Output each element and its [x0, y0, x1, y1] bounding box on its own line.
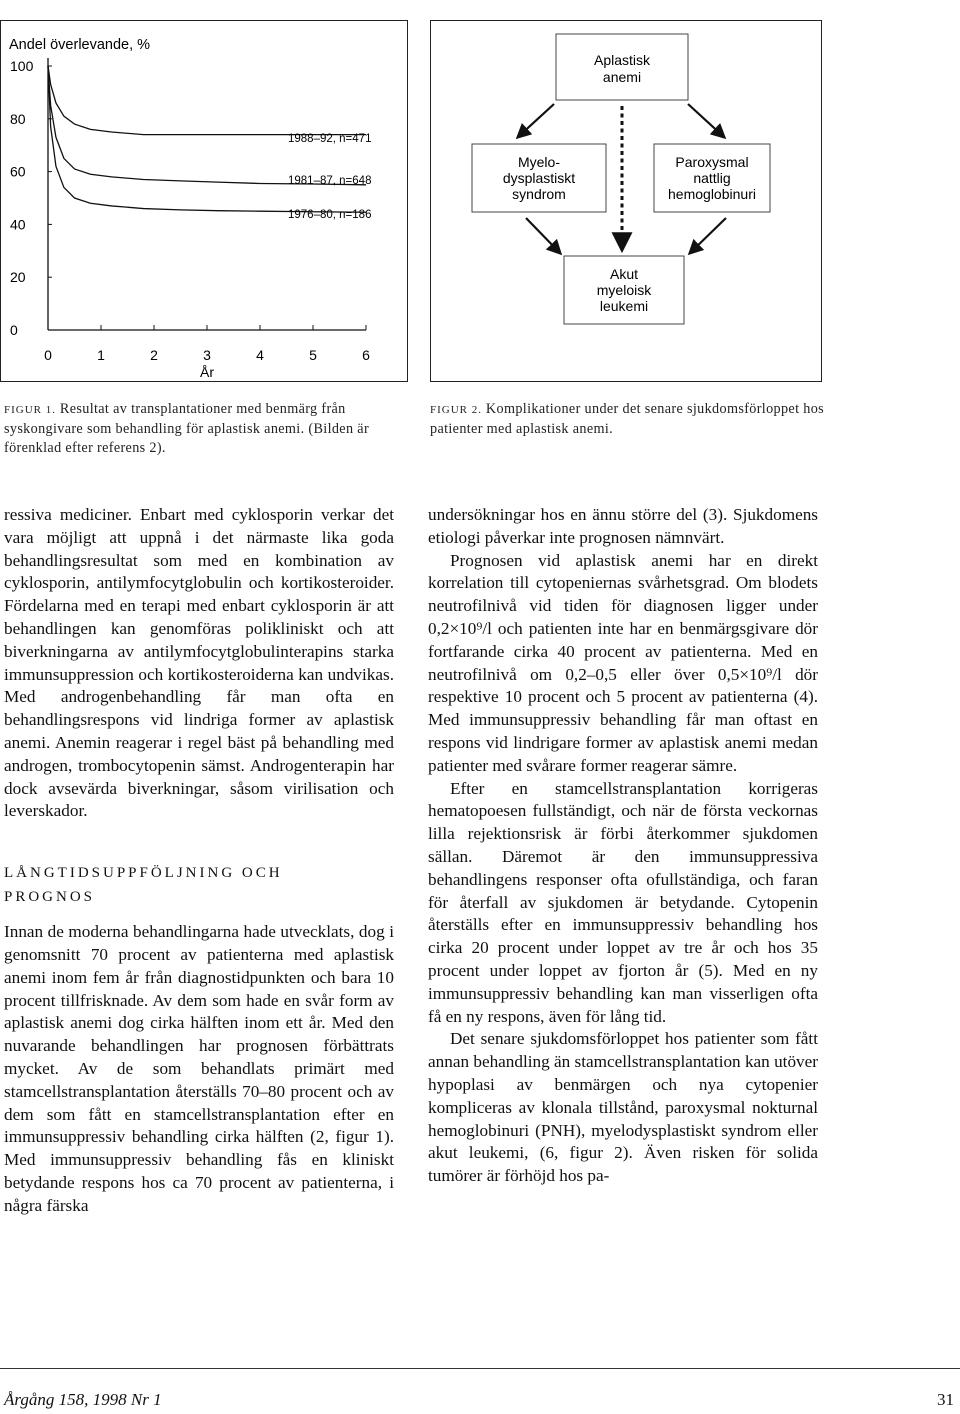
page-number: 31	[937, 1390, 954, 1409]
node-pnh-line-3: hemoglobinuri	[668, 186, 756, 202]
y-tick-label: 0	[10, 322, 18, 338]
x-tick-label: 0	[44, 347, 52, 363]
paragraph: Efter en stamcellstransplantation korrigeras hematopoesen fullständigt, och när de första veckornas lilla rejektionsrisk är förbi återkommer sjukdomen sällan. Däremot är den immunsuppressiva behandlingens responser ofta ofullständiga, och faran för återfall av sjukdomen är betydande. Cytopenin återställs efter en immunsuppressiv behandling hos cirka 20 procent under loppet av tre år och hos 35 procent under loppet av fjorton år (5). Med en ny immunsuppressiv behandling kan man visserligen ofta få en ny respons, även för lång tid.	[428, 778, 818, 1026]
footer-rule	[0, 1368, 960, 1369]
arrow-pnh-to-aml	[690, 218, 726, 253]
y-tick-label: 60	[10, 163, 26, 180]
series-label-2: 1981–87, n=648	[288, 175, 372, 187]
node-pnh-line-2: nattlig	[693, 170, 731, 186]
body-right-column	[428, 504, 818, 1188]
x-tick-label: 6	[362, 347, 370, 363]
y-axis-title: Andel överlevande, %	[9, 37, 151, 53]
x-tick-label: 2	[150, 347, 158, 363]
arrow-aplastic-to-pnh	[688, 104, 724, 137]
y-tick-label: 40	[10, 216, 26, 233]
figure-1-label: FIGUR 1.	[4, 404, 57, 416]
figure-1-caption	[4, 400, 404, 458]
node-aplastic-line-2: anemi	[602, 69, 642, 85]
node-aml-line-2: myeloisk	[596, 282, 652, 298]
node-mds-line-3: syndrom	[512, 186, 566, 202]
y-tick-label: 100	[10, 58, 34, 74]
node-mds-line-1: Myelo-	[517, 154, 561, 170]
series-label-1: 1988–92, n=471	[288, 133, 372, 145]
survival-curve-1	[48, 66, 366, 135]
arrow-aplastic-to-mds	[518, 104, 554, 137]
node-aml-line-3: leukemi	[599, 298, 649, 314]
node-pnh-line-1: Paroxysmal	[675, 154, 749, 170]
section-heading-line-2: PROGNOS	[4, 889, 96, 906]
arrow-mds-to-aml	[526, 218, 560, 253]
x-tick-label: 4	[256, 347, 264, 363]
figure-2-caption	[430, 400, 830, 439]
x-tick-label: 1	[97, 347, 105, 363]
paragraph: ressiva mediciner. Enbart med cyklosporin verkar det vara möjligt att uppnå i det närmaste lika goda behandlingsresultat som med en kombination av cyklosporin, antilymfocytglobulin och kortikosteroider. Fördelarna med en terapi med enbart cyklosporin är att behandlingen kan genomföras polikliniskt och att biverkningarna av antilymfocytglobulinterapins starka immunsuppression och kortikosteroiderna kan undvikas. Med androgenbehandling får man ofta en behandlingsrespons vid lindriga former av aplastisk anemi. Anemin reagerar i regel bäst på behandling med androgen, trombocytopenin sämst. Androgenterapin har dock avsevärda biverkningar, såsom virilisation och leverskador.	[4, 505, 394, 821]
survival-curve-2	[48, 66, 366, 185]
x-tick-label: 3	[203, 347, 211, 363]
figure-1-caption-text: Resultat av transplantationer med benmärg från syskongivare som behandling för aplastisk anemi. (Bilden är förenklad efter referens 2).	[4, 401, 370, 456]
paragraph: Det senare sjukdomsförloppet hos patienter som fått annan behandling än stamcellstransplantation kan utöver hypoplasi av benmärgen och nya cytopenier kompliceras av klonala tillstånd, paroxysmal nokturnal hemoglobinuri (PNH), myelodysplastiskt syndrom eller akut leukemi, (6, figur 2). Även risken för solida tumörer är förhöjd hos pa-	[428, 1029, 818, 1186]
section-heading	[4, 861, 394, 909]
paragraph: Innan de moderna behandlingarna hade utvecklats, dog i genomsnitt 70 procent av patienterna med aplastisk anemi inom fem år från diagnostidpunkten och bara 10 procent tillfrisknade. Av dem som hade en svår form av aplastisk anemi dog cirka hälften inom ett år. Med den nuvarande behandlingen har prognosen förbättrats mycket. Av de som behandlats primärt med stamcellstransplantation återställs 70–80 procent och av dem som fått en stamcellstransplantation efter en immunsuppressiv behandling cirka hälften (2, figur 1). Med immunsuppressiv behandling fås en kliniskt betydande respons hos ca 70 procent av patienterna, i några färska	[4, 922, 394, 1215]
x-tick-label: 5	[309, 347, 317, 363]
y-tick-label: 80	[10, 110, 26, 127]
x-axis-title: År	[200, 364, 214, 380]
paragraph: undersökningar hos en ännu större del (3). Sjukdomens etiologi påverkar inte prognosen nämnvärt.	[428, 505, 818, 547]
paragraph: Prognosen vid aplastisk anemi har en direkt korrelation till cytopeniernas svårhetsgrad. Om blodets neutrofilnivå vid tiden för diagnosen ligger under 0,2×10⁹/l och patienten inte har en benmärgsgivare dör fortfarande cirka 40 procent av patienterna. Med en neutrofilnivå om 0,2–0,5 eller över 0,5×10⁹/l dör respektive 10 procent och 5 procent av patienterna (4). Med immunsuppressiv behandling får man oftast en respons vid lindrigare former av aplastisk anemi medan patienter med svårare former reagerar sämre.	[428, 550, 818, 775]
series-label-3: 1976–80, n=186	[288, 209, 372, 221]
body-left-column	[4, 504, 394, 1218]
figure-2-label: FIGUR 2.	[430, 404, 483, 416]
y-tick-label: 20	[10, 269, 26, 286]
figure-2-caption-text: Komplikationer under det senare sjukdomsförloppet hos patienter med aplastisk anemi.	[430, 401, 825, 437]
figure-2-diagram	[430, 20, 822, 382]
section-heading-line-1: LÅNGTIDSUPPFÖLJNING OCH	[4, 865, 283, 882]
figure-1-chart	[0, 20, 408, 382]
footer-journal-issue: Årgång 158, 1998 Nr 1	[4, 1390, 162, 1409]
node-aml-line-1: Akut	[609, 266, 639, 282]
node-mds-line-2: dysplastiskt	[502, 170, 576, 186]
node-aplastic-line-1: Aplastisk	[593, 52, 651, 68]
